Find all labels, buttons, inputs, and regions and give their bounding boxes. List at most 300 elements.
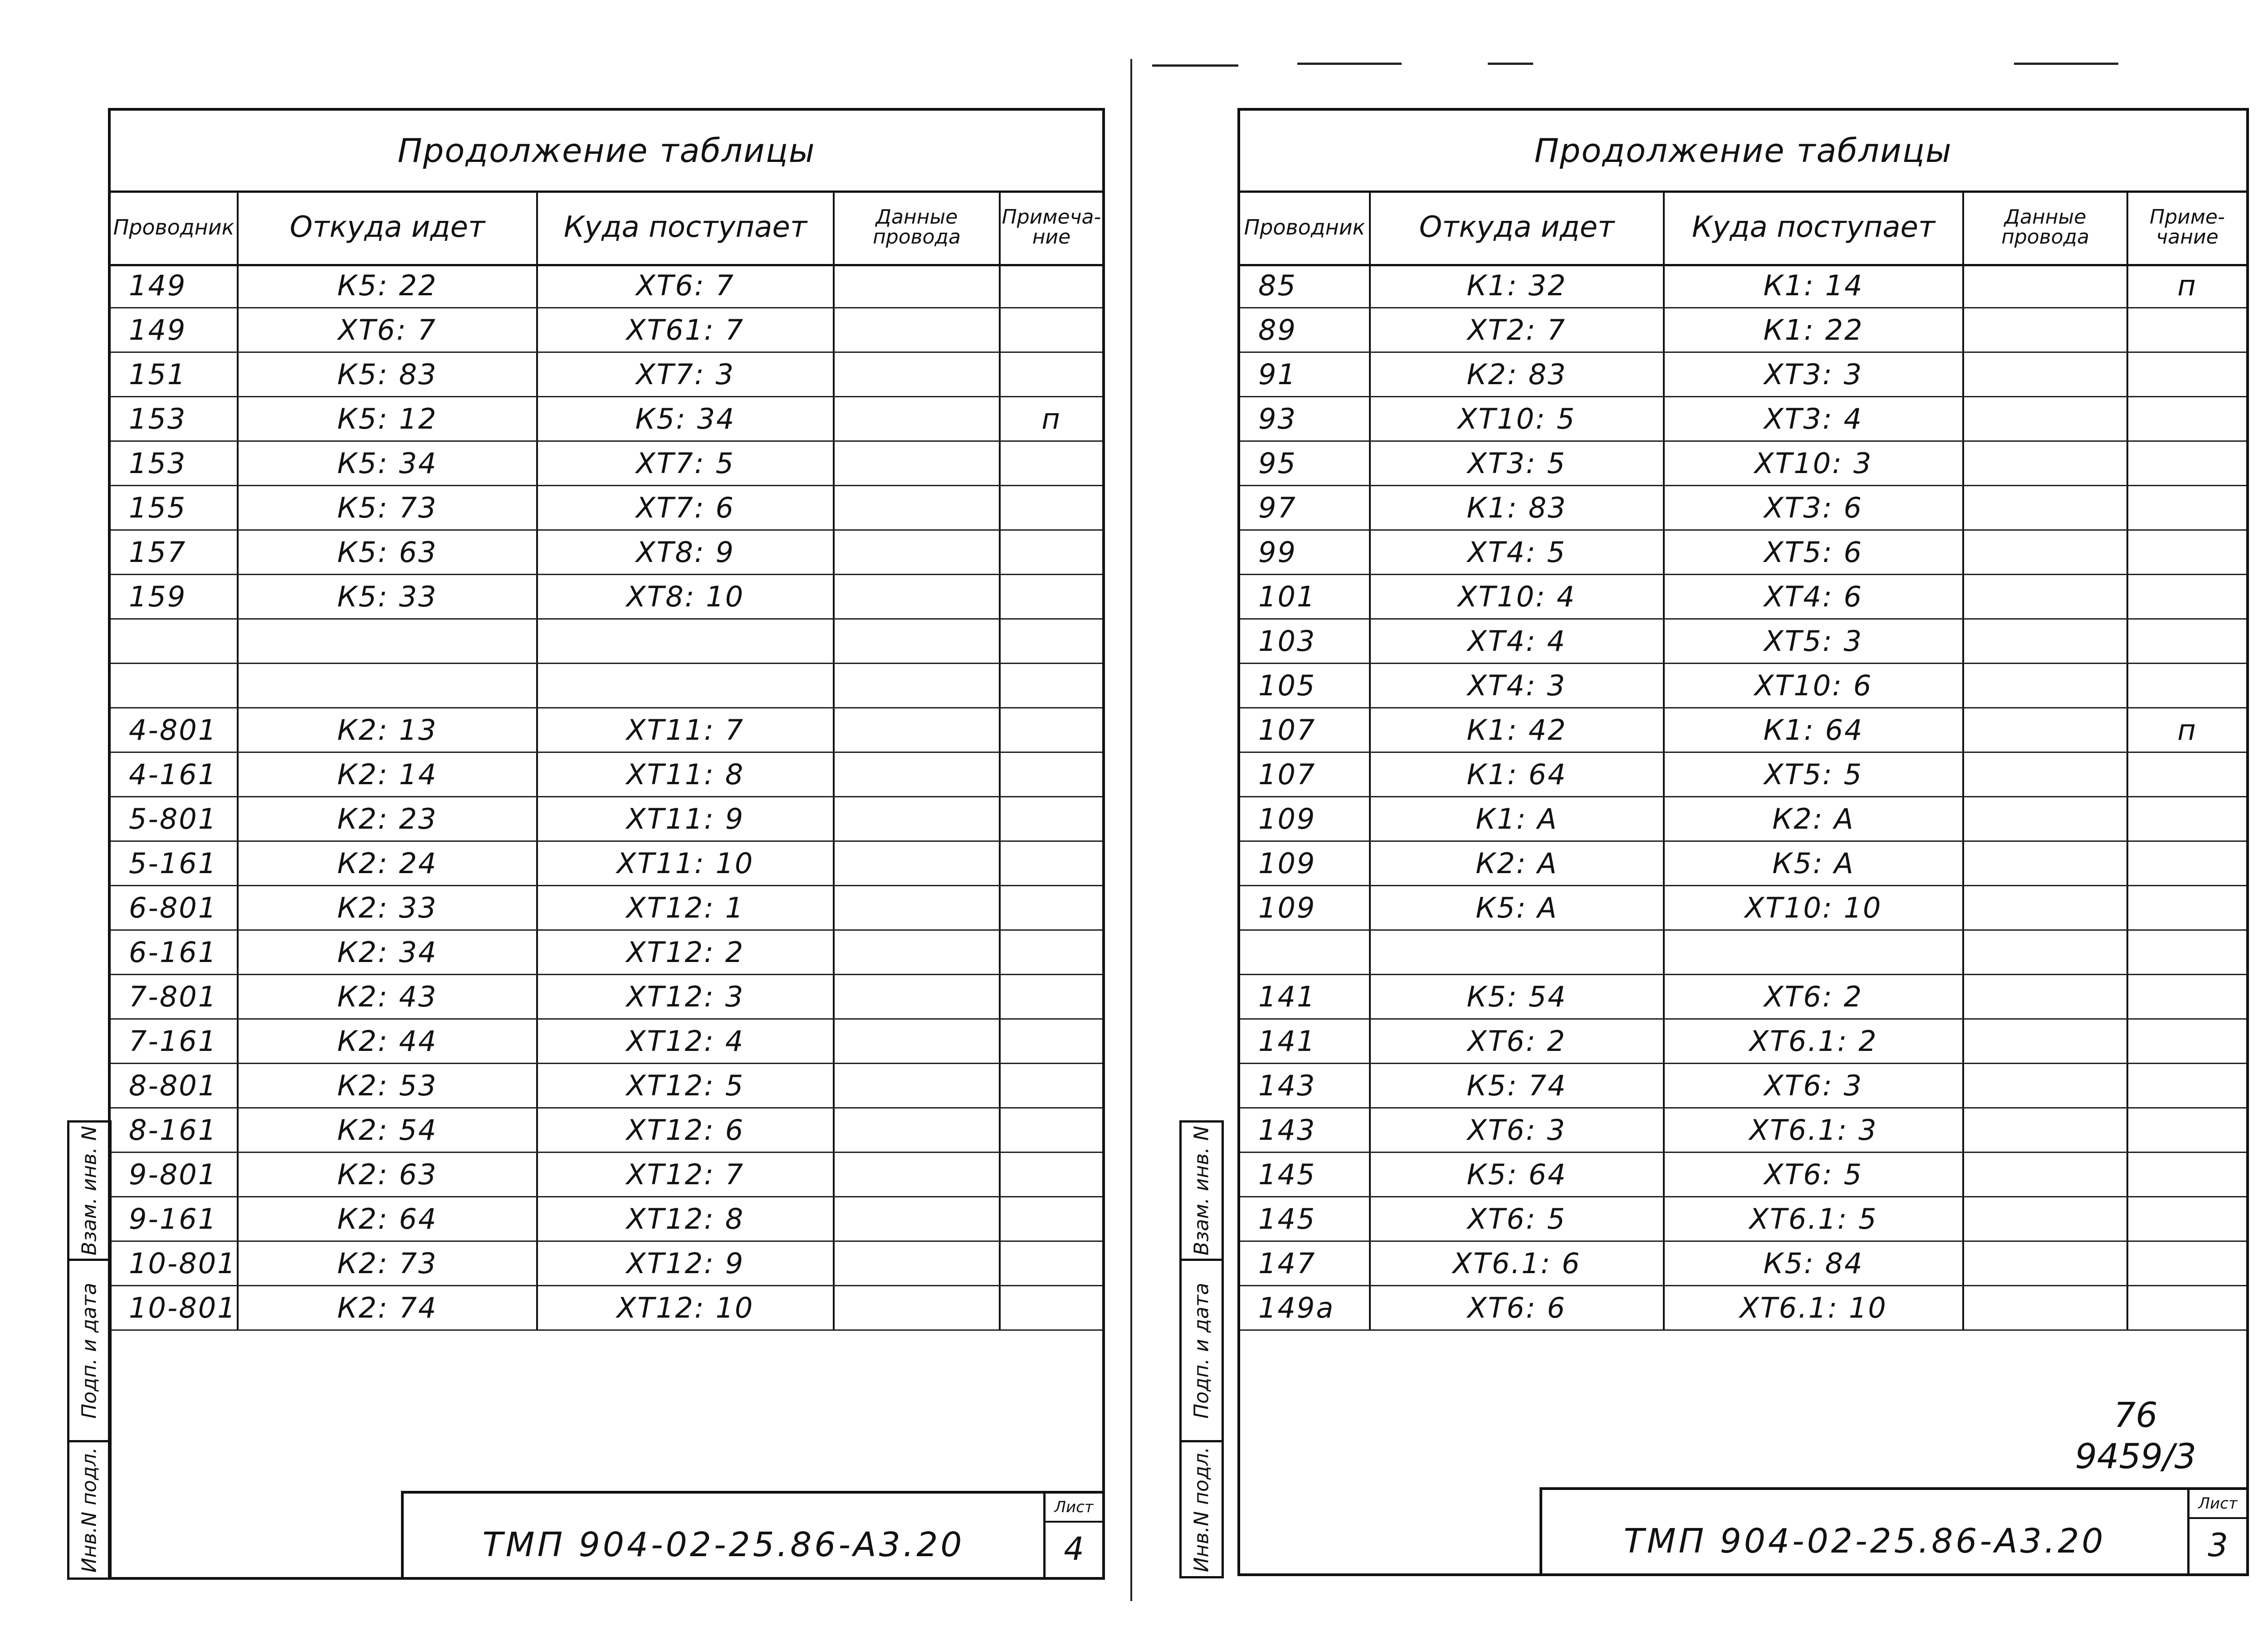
document-code: ТМП 904-02-25.86-А3.20 xyxy=(482,1525,965,1564)
cell-from: К5: 73 xyxy=(239,486,538,529)
cell-from: ХТ6: 5 xyxy=(1371,1197,1665,1240)
table-row xyxy=(1240,397,2246,442)
table-row xyxy=(111,575,1102,620)
cell-to: ХТ12: 4 xyxy=(538,1020,835,1063)
cell-wire-data xyxy=(1964,1242,2128,1285)
cell-to: ХТ5: 6 xyxy=(1665,531,1964,574)
table-row xyxy=(111,1109,1102,1153)
cell-wire-data xyxy=(835,753,1001,796)
cell-to: ХТ12: 9 xyxy=(538,1242,835,1285)
cell-note: п xyxy=(1041,402,1061,435)
cell-wire-data xyxy=(1964,664,2128,707)
cell-to: ХТ4: 6 xyxy=(1665,575,1964,618)
cell-note xyxy=(1001,708,1102,752)
cell-conductor: 5-801 xyxy=(111,797,239,840)
header-to: Куда поступает xyxy=(1665,190,1964,264)
cell-to: ХТ12: 1 xyxy=(538,886,835,929)
cell-conductor: 5-161 xyxy=(111,842,239,885)
cell-note xyxy=(2128,931,2246,974)
cell-note xyxy=(1001,353,1102,396)
cell-to: К5: 84 xyxy=(1665,1242,1964,1285)
center-fold-line xyxy=(1130,59,1132,1601)
table-row xyxy=(1240,753,2246,797)
cell-to: К5: А xyxy=(1665,842,1964,885)
cell-from: К5: 63 xyxy=(239,531,538,574)
table-row xyxy=(111,1064,1102,1109)
cell-from: К1: 42 xyxy=(1371,708,1665,752)
cell-to: ХТ5: 3 xyxy=(1665,620,1964,663)
cell-note xyxy=(1001,1109,1102,1152)
cell-from: К2: 33 xyxy=(239,886,538,929)
left-margin-stamp xyxy=(67,1120,112,1580)
cell-from: ХТ10: 5 xyxy=(1371,397,1665,440)
cell-conductor: 6-161 xyxy=(111,931,239,974)
cell-conductor: 7-801 xyxy=(111,975,239,1018)
cell-from: К2: А xyxy=(1371,842,1665,885)
cell-conductor: 8-801 xyxy=(111,1064,239,1107)
cell-conductor: 85 xyxy=(1240,264,1371,307)
header-note: Примеча-ние xyxy=(1002,205,1101,249)
cell-wire-data xyxy=(1964,842,2128,885)
archive-number: 9459/3 xyxy=(2075,1436,2196,1477)
title-block xyxy=(401,1491,1102,1577)
table-row xyxy=(111,620,1102,664)
table-row xyxy=(1240,842,2246,886)
cell-note xyxy=(2128,1064,2246,1107)
page-mark: 76 xyxy=(2113,1395,2158,1435)
cell-conductor: 109 xyxy=(1240,842,1371,885)
cell-conductor: 155 xyxy=(111,486,239,529)
cell-conductor xyxy=(111,664,239,707)
cell-to: К2: А xyxy=(1665,797,1964,840)
cell-from: К1: А xyxy=(1371,797,1665,840)
cell-note xyxy=(1001,931,1102,974)
cell-from: К2: 73 xyxy=(239,1242,538,1285)
table-row xyxy=(1240,664,2246,708)
cell-from: К2: 53 xyxy=(239,1064,538,1107)
cell-conductor: 159 xyxy=(111,575,239,618)
cell-to: К1: 22 xyxy=(1665,308,1964,352)
title-block xyxy=(1540,1487,2246,1573)
table-row xyxy=(111,353,1102,397)
top-dash xyxy=(1488,63,1533,65)
cell-conductor: 10-801 xyxy=(111,1242,239,1285)
cell-note xyxy=(2128,1109,2246,1152)
cell-to: К1: 14 xyxy=(1665,264,1964,307)
cell-from: К2: 44 xyxy=(239,1020,538,1063)
cell-wire-data xyxy=(1964,620,2128,663)
cell-wire-data xyxy=(1964,1064,2128,1107)
cell-conductor: 149 xyxy=(111,264,239,307)
cell-conductor: 101 xyxy=(1240,575,1371,618)
cell-note xyxy=(2128,664,2246,707)
cell-wire-data xyxy=(835,1286,1001,1329)
left-sheet xyxy=(108,108,1105,1580)
cell-wire-data xyxy=(835,1242,1001,1285)
cell-note xyxy=(1001,753,1102,796)
cell-wire-data xyxy=(835,264,1001,307)
cell-wire-data xyxy=(835,353,1001,396)
cell-note xyxy=(1001,1020,1102,1063)
cell-from: К2: 14 xyxy=(239,753,538,796)
cell-note xyxy=(2128,842,2246,885)
cell-from xyxy=(239,620,538,663)
header-wire-data: Данные провода xyxy=(1964,190,2128,264)
cell-wire-data xyxy=(835,975,1001,1018)
cell-to: ХТ12: 8 xyxy=(538,1197,835,1240)
table-row xyxy=(1240,797,2246,842)
cell-conductor: 89 xyxy=(1240,308,1371,352)
margin-cell-sign: Подп. и дата xyxy=(69,1261,109,1442)
cell-to: ХТ3: 6 xyxy=(1665,486,1964,529)
cell-wire-data xyxy=(835,1153,1001,1196)
cell-to: ХТ7: 5 xyxy=(538,442,835,485)
cell-wire-data xyxy=(1964,575,2128,618)
cell-from: К1: 32 xyxy=(1371,264,1665,307)
cell-conductor: 9-161 xyxy=(111,1197,239,1240)
cell-wire-data xyxy=(835,931,1001,974)
table-row xyxy=(111,1242,1102,1286)
cell-note xyxy=(1001,486,1102,529)
cell-to: ХТ10: 6 xyxy=(1665,664,1964,707)
cell-from xyxy=(1371,931,1665,974)
margin-cell-inv: Инв.N подл. xyxy=(78,1447,101,1573)
table-row xyxy=(111,442,1102,486)
cell-from: К2: 13 xyxy=(239,708,538,752)
cell-conductor: 109 xyxy=(1240,886,1371,929)
cell-wire-data xyxy=(1964,397,2128,440)
cell-conductor: 9-801 xyxy=(111,1153,239,1196)
cell-conductor: 99 xyxy=(1240,531,1371,574)
cell-wire-data xyxy=(835,842,1001,885)
header-note: Приме-чание xyxy=(2150,205,2225,249)
cell-conductor xyxy=(1240,931,1371,974)
table-row xyxy=(1240,1109,2246,1153)
cell-to: ХТ12: 7 xyxy=(538,1153,835,1196)
cell-note xyxy=(1001,975,1102,1018)
table-row xyxy=(1240,575,2246,620)
cell-to: ХТ6.1: 5 xyxy=(1665,1197,1964,1240)
margin-cell-sign: Подп. и дата xyxy=(1182,1261,1222,1442)
cell-conductor: 7-161 xyxy=(111,1020,239,1063)
cell-note xyxy=(1001,1153,1102,1196)
cell-conductor: 4-801 xyxy=(111,708,239,752)
cell-note xyxy=(1001,1064,1102,1107)
cell-wire-data xyxy=(835,886,1001,929)
cell-from: К2: 54 xyxy=(239,1109,538,1152)
table-body xyxy=(111,264,1102,1331)
sheet-number-box xyxy=(2187,1490,2246,1573)
cell-conductor: 147 xyxy=(1240,1242,1371,1285)
cell-conductor: 149а xyxy=(1240,1286,1371,1329)
cell-from: ХТ6.1: 6 xyxy=(1371,1242,1665,1285)
cell-note xyxy=(2128,397,2246,440)
cell-from: К5: 54 xyxy=(1371,975,1665,1018)
table-header xyxy=(1240,190,2246,266)
cell-wire-data xyxy=(835,620,1001,663)
cell-wire-data xyxy=(835,1020,1001,1063)
cell-wire-data xyxy=(1964,797,2128,840)
cell-note xyxy=(1001,1286,1102,1329)
cell-from: ХТ6: 7 xyxy=(239,308,538,352)
cell-wire-data xyxy=(1964,1109,2128,1152)
table-row xyxy=(1240,264,2246,308)
cell-conductor: 10-801 xyxy=(111,1286,239,1329)
cell-conductor: 153 xyxy=(111,397,239,440)
top-dash xyxy=(1297,63,1402,65)
cell-note xyxy=(1001,531,1102,574)
table-row xyxy=(1240,886,2246,931)
cell-conductor: 105 xyxy=(1240,664,1371,707)
cell-note xyxy=(2128,486,2246,529)
cell-wire-data xyxy=(835,1197,1001,1240)
cell-to: К1: 64 xyxy=(1665,708,1964,752)
cell-wire-data xyxy=(835,664,1001,707)
cell-to: ХТ8: 10 xyxy=(538,575,835,618)
table-row xyxy=(1240,975,2246,1020)
cell-conductor: 151 xyxy=(111,353,239,396)
cell-from xyxy=(239,664,538,707)
table-row xyxy=(1240,620,2246,664)
cell-conductor: 91 xyxy=(1240,353,1371,396)
table-row xyxy=(1240,353,2246,397)
cell-wire-data xyxy=(1964,708,2128,752)
cell-to: ХТ6.1: 2 xyxy=(1665,1020,1964,1063)
cell-wire-data xyxy=(1964,353,2128,396)
cell-note xyxy=(2128,975,2246,1018)
cell-conductor: 6-801 xyxy=(111,886,239,929)
header-conductor: Проводник xyxy=(111,190,239,264)
cell-conductor: 149 xyxy=(111,308,239,352)
cell-to: ХТ6.1: 3 xyxy=(1665,1109,1964,1152)
cell-note xyxy=(2128,308,2246,352)
archive-mark xyxy=(2075,1394,2196,1477)
cell-conductor: 95 xyxy=(1240,442,1371,485)
sheet-label: Лист xyxy=(2190,1490,2246,1519)
cell-to: ХТ12: 5 xyxy=(538,1064,835,1107)
cell-wire-data xyxy=(1964,442,2128,485)
cell-to: К5: 34 xyxy=(538,397,835,440)
cell-to: ХТ3: 3 xyxy=(1665,353,1964,396)
table-row xyxy=(1240,708,2246,753)
table-row xyxy=(1240,442,2246,486)
margin-cell-inv: Инв.N подл. xyxy=(1190,1446,1213,1572)
table-row xyxy=(1240,1286,2246,1331)
cell-from: К2: 83 xyxy=(1371,353,1665,396)
cell-conductor: 141 xyxy=(1240,975,1371,1018)
cell-wire-data xyxy=(1964,264,2128,307)
cell-to: ХТ11: 7 xyxy=(538,708,835,752)
table-row xyxy=(111,1020,1102,1064)
table-row xyxy=(111,397,1102,442)
table-row xyxy=(111,264,1102,308)
cell-wire-data xyxy=(835,308,1001,352)
cell-note xyxy=(2128,753,2246,796)
cell-conductor: 153 xyxy=(111,442,239,485)
cell-to xyxy=(538,664,835,707)
cell-wire-data xyxy=(835,531,1001,574)
cell-wire-data xyxy=(1964,308,2128,352)
cell-note: п xyxy=(2177,713,2197,747)
cell-from: К2: 23 xyxy=(239,797,538,840)
cell-wire-data xyxy=(1964,1286,2128,1329)
cell-to: ХТ7: 6 xyxy=(538,486,835,529)
cell-to: ХТ11: 10 xyxy=(538,842,835,885)
cell-from: ХТ10: 4 xyxy=(1371,575,1665,618)
cell-to: ХТ11: 9 xyxy=(538,797,835,840)
cell-conductor: 8-161 xyxy=(111,1109,239,1152)
cell-note xyxy=(1001,442,1102,485)
cell-to: ХТ6: 2 xyxy=(1665,975,1964,1018)
cell-note xyxy=(2128,442,2246,485)
cell-conductor: 143 xyxy=(1240,1109,1371,1152)
cell-to: ХТ6: 5 xyxy=(1665,1153,1964,1196)
table-row xyxy=(1240,531,2246,575)
header-conductor: Проводник xyxy=(1240,190,1371,264)
cell-to: ХТ12: 10 xyxy=(538,1286,835,1329)
header-from: Откуда идет xyxy=(239,190,538,264)
table-row xyxy=(111,1286,1102,1331)
table-row xyxy=(111,664,1102,708)
cell-note xyxy=(2128,1242,2246,1285)
cell-wire-data xyxy=(835,1064,1001,1107)
cell-note xyxy=(2128,1286,2246,1329)
table-continuation-title: Продолжение таблицы xyxy=(1240,111,2246,193)
table-row xyxy=(111,1153,1102,1197)
sheet-label: Лист xyxy=(1046,1494,1102,1523)
cell-conductor: 97 xyxy=(1240,486,1371,529)
cell-wire-data xyxy=(1964,886,2128,929)
table-row xyxy=(1240,308,2246,353)
cell-from: К2: 63 xyxy=(239,1153,538,1196)
cell-to: ХТ12: 2 xyxy=(538,931,835,974)
cell-wire-data xyxy=(1964,931,2128,974)
cell-from: К5: 12 xyxy=(239,397,538,440)
cell-wire-data xyxy=(1964,531,2128,574)
cell-conductor: 157 xyxy=(111,531,239,574)
cell-to: ХТ10: 10 xyxy=(1665,886,1964,929)
cell-to: ХТ3: 4 xyxy=(1665,397,1964,440)
cell-conductor: 143 xyxy=(1240,1064,1371,1107)
table-row xyxy=(1240,1242,2246,1286)
cell-from: ХТ6: 2 xyxy=(1371,1020,1665,1063)
table-header xyxy=(111,190,1102,266)
cell-conductor: 107 xyxy=(1240,753,1371,796)
cell-to: ХТ6.1: 10 xyxy=(1665,1286,1964,1329)
cell-note xyxy=(2128,1153,2246,1196)
sheet-number: 3 xyxy=(2208,1527,2228,1564)
cell-wire-data xyxy=(835,797,1001,840)
table-row xyxy=(1240,1020,2246,1064)
cell-wire-data xyxy=(1964,753,2128,796)
cell-note xyxy=(2128,575,2246,618)
table-body xyxy=(1240,264,2246,1331)
table-row xyxy=(111,308,1102,353)
cell-from: ХТ6: 3 xyxy=(1371,1109,1665,1152)
margin-cell-replace: Взам. инв. N xyxy=(1182,1123,1222,1261)
top-dash xyxy=(1152,64,1238,67)
cell-wire-data xyxy=(835,575,1001,618)
right-sheet xyxy=(1237,108,2249,1576)
table-row xyxy=(111,486,1102,531)
cell-note xyxy=(2128,531,2246,574)
cell-note xyxy=(2128,886,2246,929)
header-from: Откуда идет xyxy=(1371,190,1665,264)
cell-from: К1: 83 xyxy=(1371,486,1665,529)
cell-to: ХТ11: 8 xyxy=(538,753,835,796)
cell-from: ХТ3: 5 xyxy=(1371,442,1665,485)
cell-from: К5: 22 xyxy=(239,264,538,307)
cell-to: ХТ10: 3 xyxy=(1665,442,1964,485)
cell-note xyxy=(1001,575,1102,618)
cell-to xyxy=(1665,931,1964,974)
table-row xyxy=(1240,1197,2246,1242)
cell-to: ХТ6: 7 xyxy=(538,264,835,307)
cell-to: ХТ61: 7 xyxy=(538,308,835,352)
table-row xyxy=(1240,1064,2246,1109)
cell-conductor: 145 xyxy=(1240,1153,1371,1196)
cell-note xyxy=(1001,664,1102,707)
cell-wire-data xyxy=(835,397,1001,440)
top-dash xyxy=(2014,63,2118,65)
cell-from: К5: 64 xyxy=(1371,1153,1665,1196)
cell-wire-data xyxy=(1964,1020,2128,1063)
cell-note xyxy=(1001,264,1102,307)
cell-from: ХТ4: 4 xyxy=(1371,620,1665,663)
header-to: Куда поступает xyxy=(538,190,835,264)
cell-wire-data xyxy=(1964,486,2128,529)
cell-note xyxy=(2128,797,2246,840)
cell-to: ХТ7: 3 xyxy=(538,353,835,396)
table-row xyxy=(1240,486,2246,531)
cell-from: К5: 34 xyxy=(239,442,538,485)
cell-conductor xyxy=(111,620,239,663)
cell-from: К5: А xyxy=(1371,886,1665,929)
table-continuation-title: Продолжение таблицы xyxy=(111,111,1102,193)
cell-note xyxy=(1001,797,1102,840)
table-row xyxy=(111,842,1102,886)
cell-conductor: 4-161 xyxy=(111,753,239,796)
table-row xyxy=(111,708,1102,753)
table-row xyxy=(111,797,1102,842)
sheet-number-box xyxy=(1043,1494,1102,1577)
table-row xyxy=(111,975,1102,1020)
cell-note xyxy=(1001,886,1102,929)
cell-wire-data xyxy=(835,486,1001,529)
cell-wire-data xyxy=(1964,1153,2128,1196)
cell-note xyxy=(2128,1197,2246,1240)
cell-wire-data xyxy=(835,1109,1001,1152)
cell-to: ХТ8: 9 xyxy=(538,531,835,574)
cell-wire-data xyxy=(1964,975,2128,1018)
cell-note xyxy=(2128,353,2246,396)
table-row xyxy=(1240,931,2246,975)
cell-from: ХТ6: 6 xyxy=(1371,1286,1665,1329)
cell-conductor: 145 xyxy=(1240,1197,1371,1240)
table-row xyxy=(111,531,1102,575)
cell-wire-data xyxy=(835,442,1001,485)
cell-conductor: 103 xyxy=(1240,620,1371,663)
table-row xyxy=(1240,1153,2246,1197)
cell-from: ХТ2: 7 xyxy=(1371,308,1665,352)
cell-note xyxy=(1001,308,1102,352)
cell-from: К5: 33 xyxy=(239,575,538,618)
cell-from: К2: 74 xyxy=(239,1286,538,1329)
cell-from: К5: 83 xyxy=(239,353,538,396)
cell-wire-data xyxy=(1964,1197,2128,1240)
cell-from: К2: 43 xyxy=(239,975,538,1018)
cell-from: К2: 24 xyxy=(239,842,538,885)
